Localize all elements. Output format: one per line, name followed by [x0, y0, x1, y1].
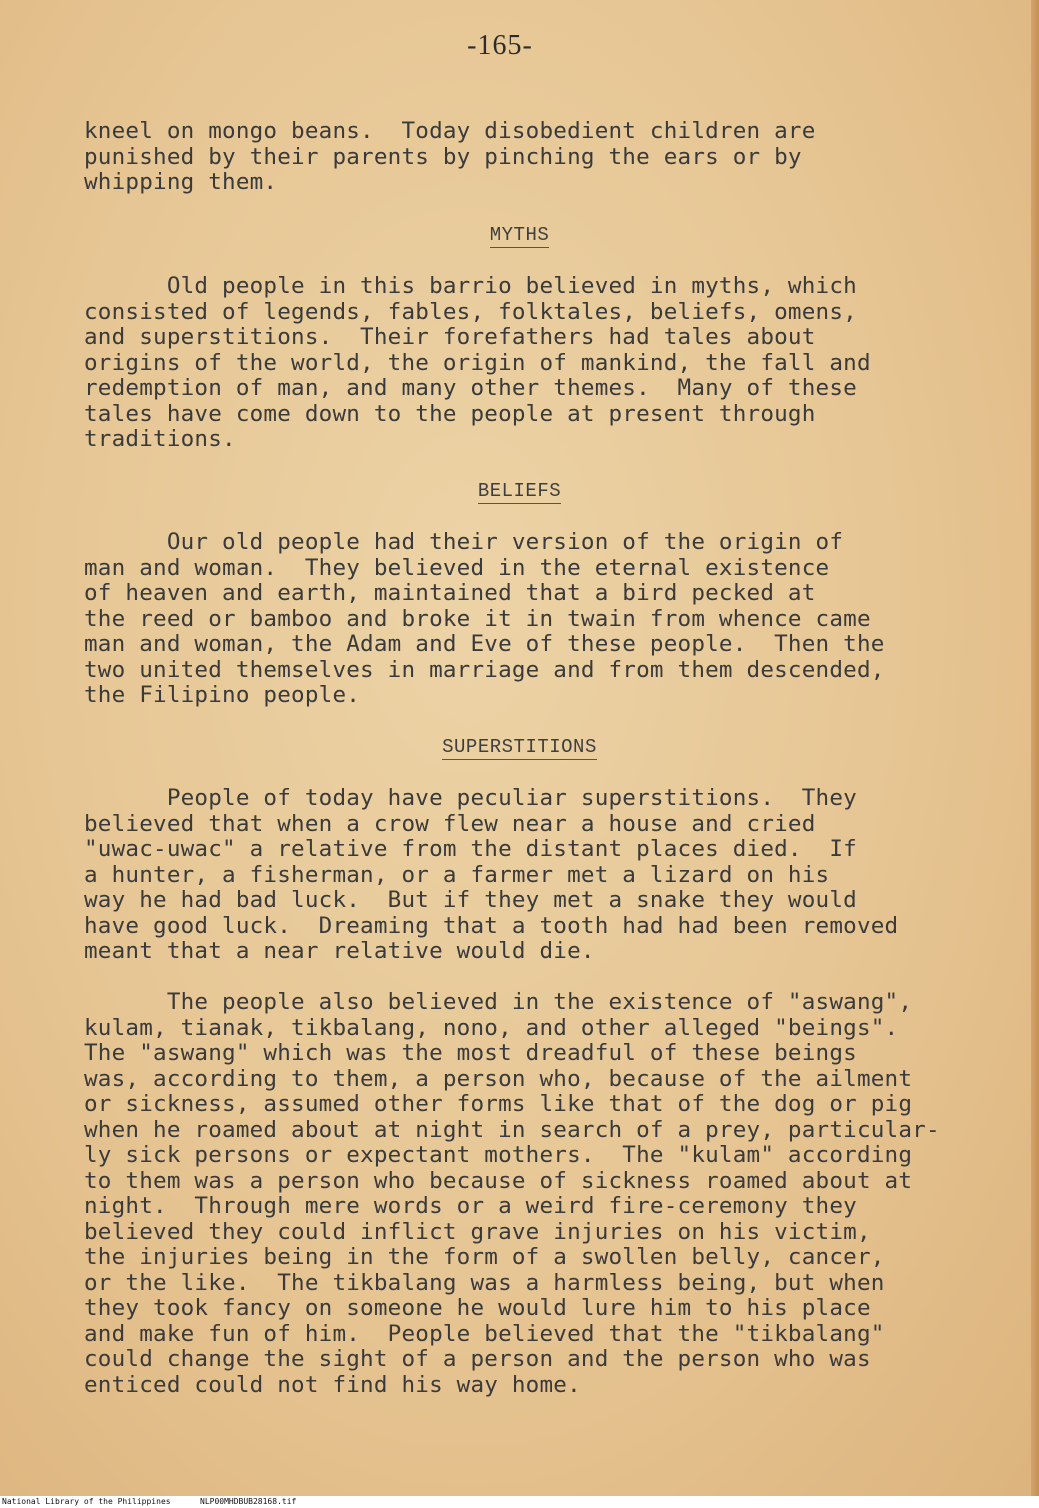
page-number: -165- [467, 30, 533, 61]
beliefs-heading [0, 480, 1039, 502]
superstitions-paragraph-2: The people also believed in the existence of "aswang", kulam, tianak, tikbalang, nono, and other alleged "beings". The "aswang" which was the most dreadful of these beings was, according to them, a person who, because of the ailment or sickness, assumed other forms like that of the dog or pig when he roamed about at night in search of a prey, particular- ly sick persons or expectant mothers. The "kulam" according to them was a person who because of sickness roamed about at night. Through mere words or a weird fire-ceremony they believed they could inflict grave injuries on his victim, the injuries being in the form of a swollen belly, cancer, or the like. The tikbalang was a harmless being, but when they took fancy on someone he would lure him to his place and make fun of him. People believed that the "tikbalang" could change the sight of a person and the person who was enticed could not find his way home. [84, 989, 940, 1398]
intro-paragraph: kneel on mongo beans. Today disobedient children are punished by their parents by pinching the ears or by whipping them. [84, 118, 816, 195]
myths-heading [0, 224, 1039, 246]
superstitions-paragraph-1: People of today have peculiar superstitions. They believed that when a crow flew near a house and cried "uwac-uwac" a relative from the distant places died. If a hunter, a fisherman, or a farmer met a lizard on his way he had bad luck. But if they met a snake they would have good luck. Dreaming that a tooth had had been removed meant that a near relative would die. [84, 785, 899, 964]
superstitions-heading-text: SUPERSTITIONS [442, 736, 597, 758]
superstitions-heading [0, 736, 1039, 758]
footer-filename: NLP00MHDBUB28168.tif [200, 1497, 297, 1506]
footer-library-label: National Library of the Philippines [2, 1497, 171, 1506]
beliefs-heading-text: BELIEFS [477, 480, 562, 502]
beliefs-paragraph: Our old people had their version of the origin of man and woman. They believed in the eternal existence of heaven and earth, maintained that a bird pecked at the reed or bamboo and broke it in twain from whence came man and woman, the Adam and Eve of these people. Then the two united themselves in marriage and from them descended, the Filipino people. [84, 529, 885, 708]
myths-paragraph: Old people in this barrio believed in myths, which consisted of legends, fables, folktales, beliefs, omens, and superstitions. Their forefathers had tales about origins of the world, the origin of mankind, the fall and redemption of man, and many other themes. Many of these tales have come down to the people at present through traditions. [84, 273, 871, 452]
myths-heading-text: MYTHS [489, 224, 550, 246]
